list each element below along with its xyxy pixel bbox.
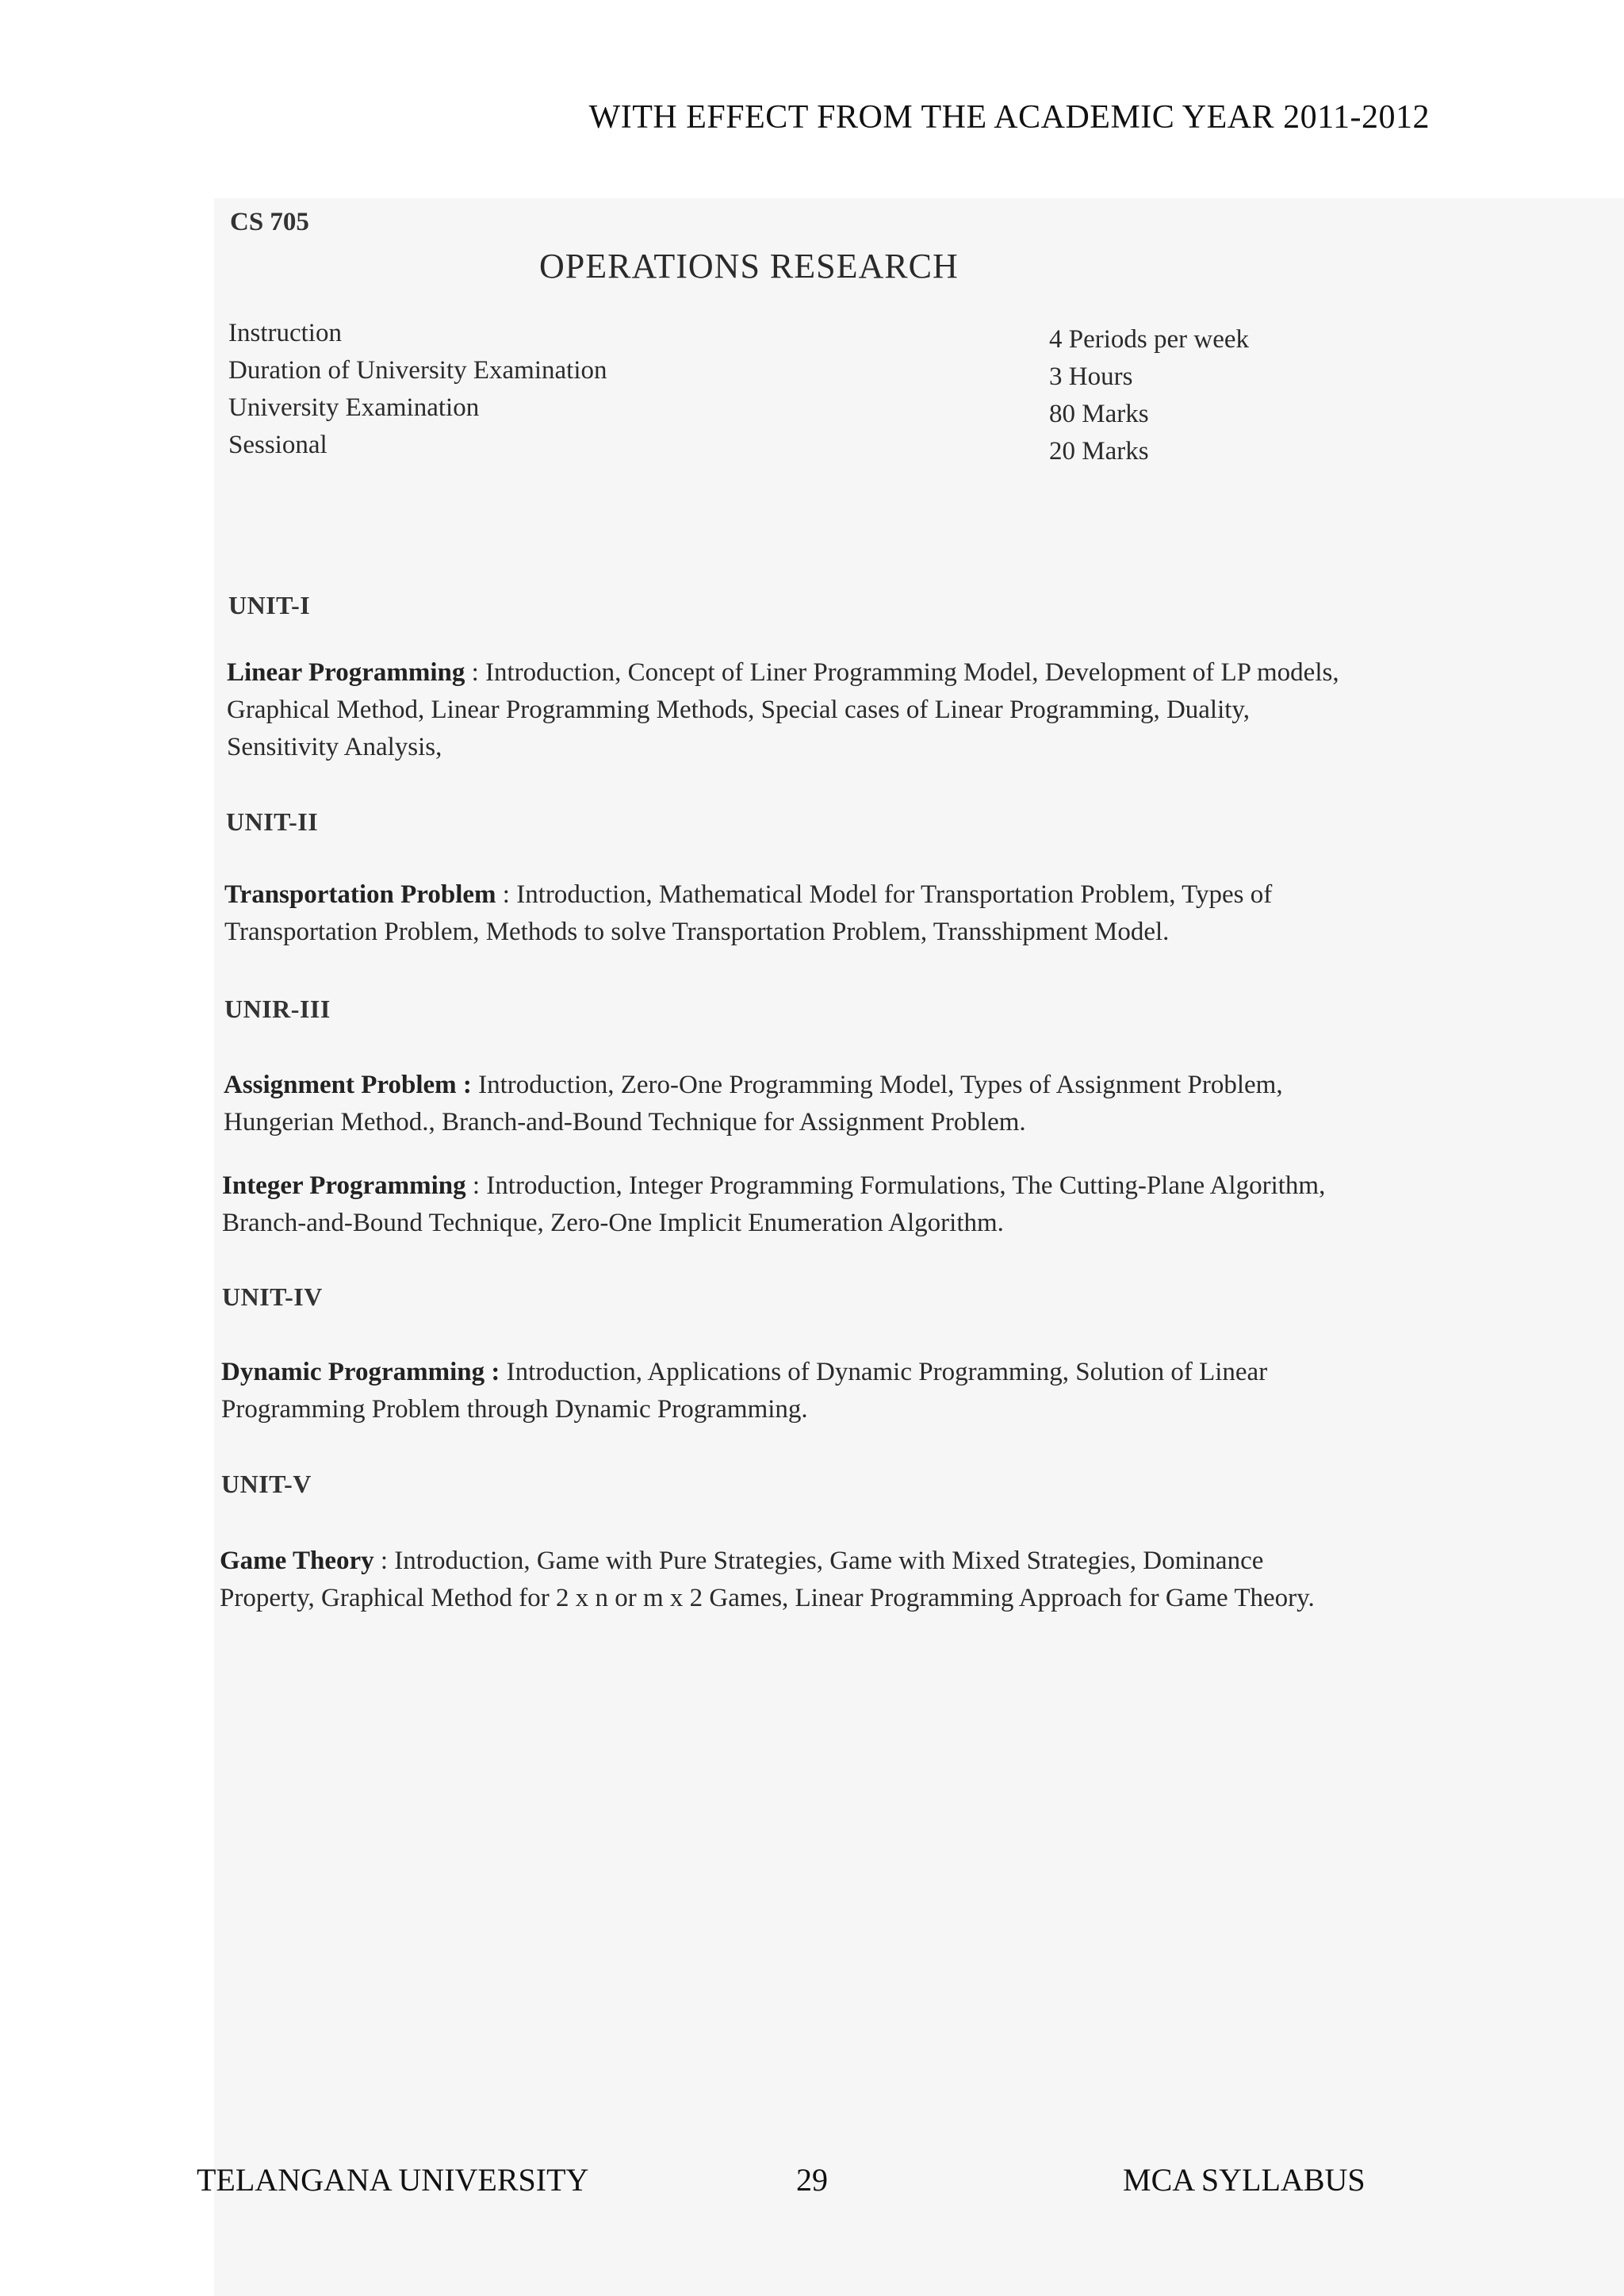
unit-heading: UNIT-II (226, 807, 319, 836)
topic-term: Linear Programming (227, 658, 465, 687)
scheme-label: Sessional (228, 431, 327, 459)
unit-heading: UNIT-V (221, 1470, 312, 1498)
topic-term: Integer Programming (222, 1171, 466, 1200)
unit-topic (224, 1067, 1373, 1141)
scheme-value: 4 Periods per week (1049, 325, 1250, 354)
scheme-labels (228, 315, 607, 464)
unit-heading: UNIT-I (228, 591, 311, 619)
footer-document: MCA SYLLABUS (1123, 2162, 1365, 2198)
topic-text: Introduction, Applications of Dynamic Programming, Solution of Linear Programming Problem through Dynamic Programming. (221, 1358, 1268, 1424)
effect-year-header: WITH EFFECT FROM THE ACADEMIC YEAR 2011-2012 (588, 99, 1430, 136)
scanned-page-area (214, 198, 1624, 2296)
topic-term: Dynamic Programming : (221, 1358, 500, 1386)
topic-text: : Introduction, Concept of Liner Programming Model, Development of LP models, Graphical Method, Linear Programming Methods, Special cases of Linear Programming, Duality, Sensitivity Analysis, (227, 658, 1339, 761)
topic-text: : Introduction, Mathematical Model for Transportation Problem, Types of Transportation Problem, Methods to solve Transportation Problem, Transshipment Model. (224, 880, 1273, 946)
topic-term: Assignment Problem : (224, 1071, 472, 1099)
scheme-label: University Examination (228, 393, 480, 422)
scheme-values (1049, 321, 1249, 470)
topic-text: Introduction, Zero-One Programming Model, Types of Assignment Problem, Hungerian Method., Branch-and-Bound Technique for Assignment Problem. (224, 1071, 1283, 1137)
scheme-value: 20 Marks (1049, 437, 1149, 466)
unit-heading: UNIR-III (224, 995, 331, 1023)
unit-topic (221, 1354, 1347, 1428)
topic-term: Game Theory (220, 1547, 374, 1575)
topic-text: : Introduction, Game with Pure Strategies, Game with Mixed Strategies, Dominance Property, Graphical Method for 2 x n or m x 2 Games, Linear Programming Approach for Game Theory. (220, 1547, 1315, 1612)
topic-term: Transportation Problem (224, 880, 496, 909)
unit-topic (222, 1167, 1411, 1242)
scheme-label: Instruction (228, 319, 342, 347)
unit-topic (227, 654, 1353, 766)
course-title: OPERATIONS RESEARCH (539, 247, 959, 286)
unit-topic (224, 876, 1366, 951)
scheme-value: 80 Marks (1049, 400, 1149, 428)
scheme-value: 3 Hours (1049, 362, 1133, 391)
course-code: CS 705 (230, 208, 309, 236)
unit-topic (220, 1543, 1346, 1617)
unit-heading: UNIT-IV (222, 1282, 323, 1311)
scheme-label: Duration of University Examination (228, 356, 607, 385)
page-number: 29 (796, 2162, 828, 2198)
footer-university: TELANGANA UNIVERSITY (197, 2162, 589, 2198)
topic-text: : Introduction, Integer Programming Formulations, The Cutting-Plane Algorithm, Branch-and-Bound Technique, Zero-One Implicit Enumeration Algorithm. (222, 1171, 1326, 1237)
